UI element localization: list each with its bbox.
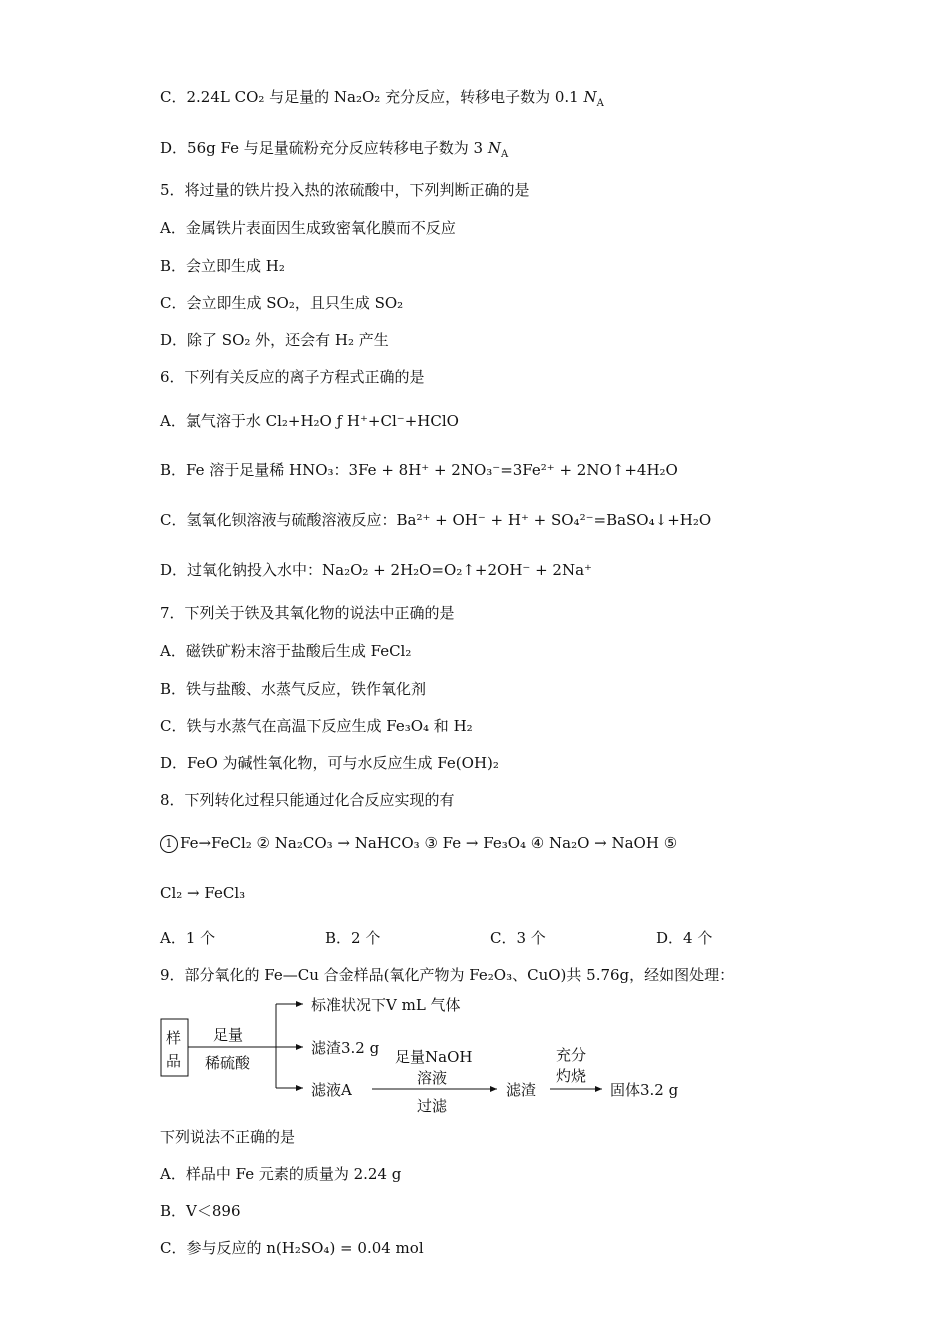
q5-option-a: A．金属铁片表面因生成致密氧化膜而不反应 [160, 219, 456, 237]
naoh-label-mid: 溶液 [417, 1069, 448, 1087]
sample-label-top: 样 [166, 1029, 182, 1047]
reagent-label-bottom: 稀硫酸 [205, 1054, 251, 1072]
burn-label-bottom: 灼烧 [556, 1067, 587, 1085]
q7-option-b: B．铁与盐酸、水蒸气反应，铁作氧化剂 [160, 680, 427, 698]
naoh-label-top: 足量NaOH [395, 1048, 473, 1066]
q4-option-d-text: D．56g Fe 与足量硫粉充分反应转移电子数为 3 [160, 139, 484, 157]
na-symbol: N [487, 139, 501, 157]
circled-number-1: 1 [160, 835, 178, 853]
q5-option-c: C．会立即生成 SO₂，且只生成 SO₂ [160, 294, 404, 312]
q5-option-b: B．会立即生成 H₂ [160, 257, 285, 275]
q8-items [160, 833, 677, 853]
solid-label: 固体3.2 g [610, 1081, 679, 1099]
q4-option-d [160, 138, 508, 165]
q8-items-cont: Cl₂ → FeCl₃ [160, 884, 246, 902]
q6-option-d: D．过氧化钠投入水中：Na₂O₂ + 2H₂O=O₂↑+2OH⁻ + 2Na⁺ [160, 561, 592, 579]
reagent-label-top: 足量 [213, 1026, 244, 1044]
na-sub: A [596, 98, 604, 109]
q5-stem: 5．将过量的铁片投入热的浓硫酸中，下列判断正确的是 [160, 181, 530, 199]
gas-label: 标准状况下V mL 气体 [311, 996, 461, 1014]
q9-stem: 9．部分氧化的 Fe—Cu 合金样品(氧化产物为 Fe₂O₃、CuO)共 5.76g，经如图处理： [160, 966, 735, 984]
q4-option-c [160, 87, 604, 114]
q7-option-d: D．FeO 为碱性氧化物，可与水反应生成 Fe(OH)₂ [160, 754, 499, 772]
residue-label: 滤渣3.2 g [311, 1039, 380, 1057]
sample-box [161, 1019, 188, 1076]
sample-label-bottom: 品 [166, 1052, 182, 1070]
q9-option-a: A．样品中 Fe 元素的质量为 2.24 g [160, 1165, 402, 1183]
q7-option-a: A．磁铁矿粉末溶于盐酸后生成 FeCl₂ [160, 642, 412, 660]
q8-option-c: C．3 个 [490, 929, 546, 947]
q7-stem: 7．下列关于铁及其氧化物的说法中正确的是 [160, 604, 455, 622]
q4-option-c-text: C．2.24L CO₂ 与足量的 Na₂O₂ 充分反应，转移电子数为 0.1 [160, 88, 579, 106]
q9-option-b: B．V＜896 [160, 1202, 241, 1220]
burn-label-top: 充分 [556, 1046, 587, 1064]
filtrate-label: 滤液A [311, 1081, 352, 1099]
na-symbol: N [583, 88, 597, 106]
q6-option-a: A．氯气溶于水 Cl₂+H₂O ƒ H⁺+Cl⁻+HClO [160, 412, 459, 430]
q5-option-d: D．除了 SO₂ 外，还会有 H₂ 产生 [160, 331, 389, 349]
q8-items-text: Fe→FeCl₂ ② Na₂CO₃ → NaHCO₃ ③ Fe → Fe₃O₄ ④ Na₂O → NaOH ⑤ [180, 834, 678, 852]
q6-option-b: B．Fe 溶于足量稀 HNO₃：3Fe + 8H⁺ + 2NO₃⁻=3Fe²⁺ + 2NO↑+4H₂O [160, 461, 678, 479]
q7-option-c: C．铁与水蒸气在高温下反应生成 Fe₃O₄ 和 H₂ [160, 717, 473, 735]
q6-stem: 6．下列有关反应的离子方程式正确的是 [160, 368, 425, 386]
q9-question: 下列说法不正确的是 [160, 1128, 296, 1146]
q6-option-c: C．氢氧化钡溶液与硫酸溶液反应：Ba²⁺ + OH⁻ + H⁺ + SO₄²⁻=BaSO₄↓+H₂O [160, 511, 712, 529]
q8-option-a: A．1 个 [160, 929, 216, 947]
q9-option-c: C．参与反应的 n(H₂SO₄) = 0.04 mol [160, 1239, 424, 1257]
naoh-label-bottom: 过滤 [417, 1097, 448, 1115]
q8-option-d: D．4 个 [656, 929, 713, 947]
na-sub: A [500, 149, 509, 160]
residue2-label: 滤渣 [506, 1081, 537, 1099]
q8-option-b: B．2 个 [325, 929, 381, 947]
q8-stem: 8．下列转化过程只能通过化合反应实现的有 [160, 791, 455, 809]
